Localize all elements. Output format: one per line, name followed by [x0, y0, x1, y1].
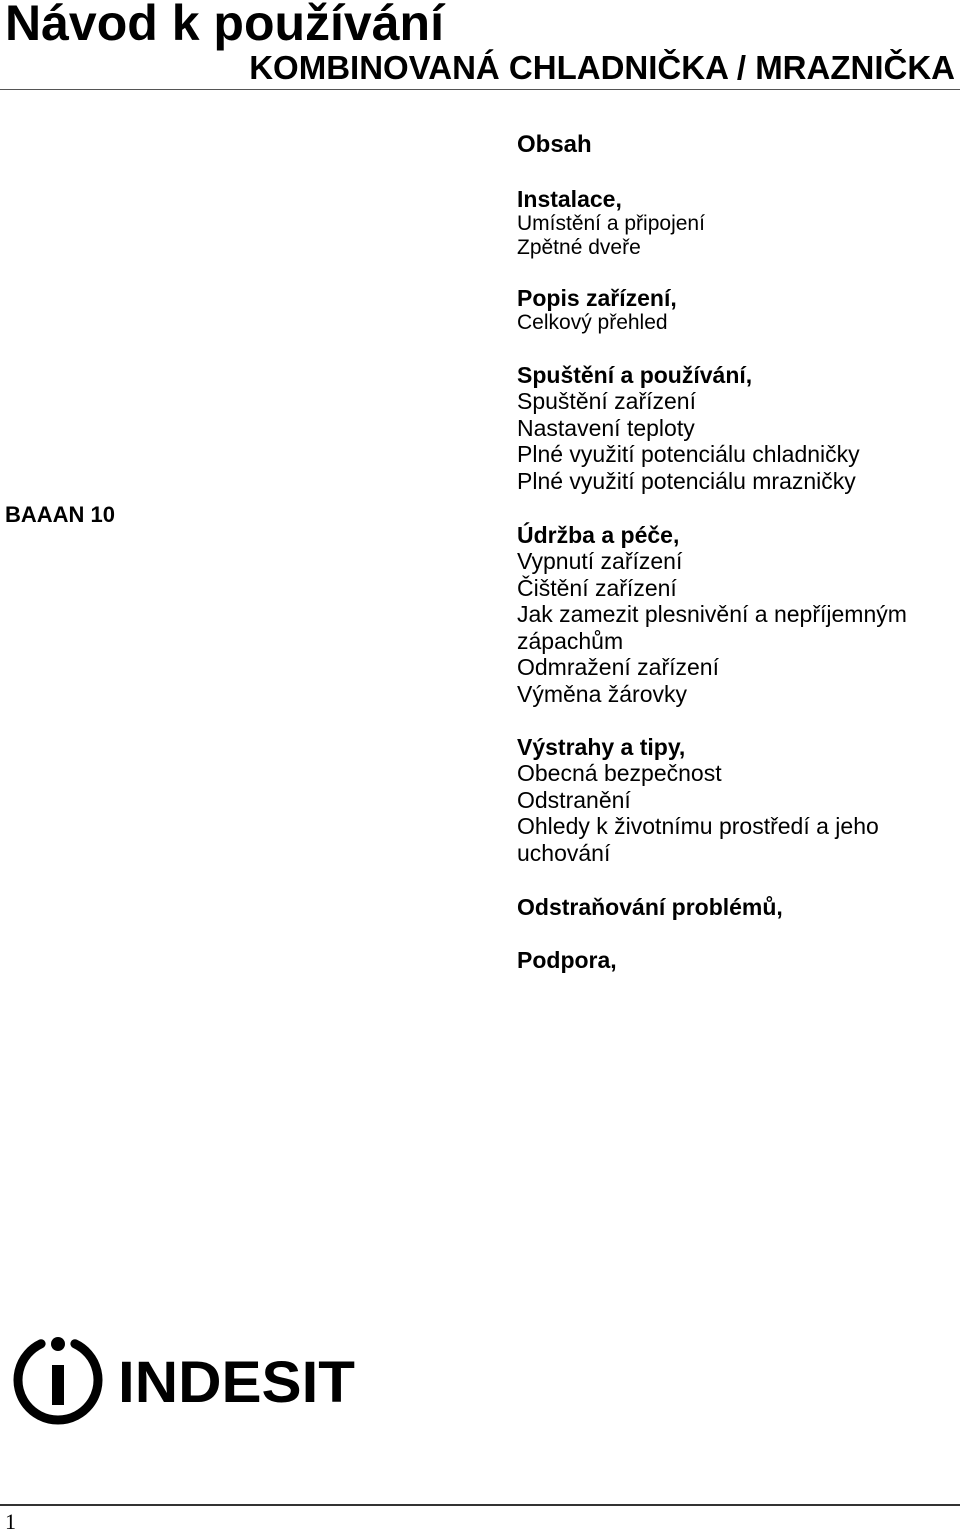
toc-item: Umístění a připojení: [517, 212, 705, 235]
toc-section-maintenance: [517, 522, 947, 707]
toc-section-title: Popis zařízení,: [517, 285, 677, 311]
toc-section-support: [517, 947, 947, 973]
toc-item: Jak zamezit plesnivění a nepříjemným zápachům: [517, 601, 907, 654]
model-code: BAAAN 10: [5, 502, 116, 527]
toc-item: Plné využití potenciálu mrazničky: [517, 467, 856, 494]
toc-item: Výměna žárovky: [517, 680, 688, 707]
toc-section-description: [517, 285, 947, 335]
toc-item: Obecná bezpečnost: [517, 760, 722, 786]
toc-item: Odstranění: [517, 786, 631, 813]
toc-item: Čištění zařízení: [517, 574, 677, 601]
logo-wordmark: INDESIT: [118, 1350, 355, 1415]
footer-divider: [0, 1504, 960, 1506]
toc-section-start-and-use: [517, 362, 947, 494]
toc-section-title: Výstrahy a tipy,: [517, 734, 686, 760]
document-subtitle: KOMBINOVANÁ CHLADNIČKA / MRAZNIČKA: [249, 49, 955, 86]
logo-dot: [51, 1337, 65, 1351]
toc-item: Odmražení zařízení: [517, 654, 719, 680]
page-number: 1: [5, 1509, 16, 1534]
toc-item: Nastavení teploty: [517, 414, 695, 441]
toc-section-warnings: [517, 734, 947, 866]
toc-item: Zpětné dveře: [517, 236, 641, 259]
toc-section-troubleshooting: [517, 894, 947, 920]
toc-item: Vypnutí zařízení: [517, 548, 683, 574]
indesit-logo: [0, 1320, 370, 1440]
toc-section-title: Údržba a péče,: [517, 522, 680, 548]
document-title: Návod k používání: [5, 0, 444, 51]
toc-section-title: Spuštění a používání,: [517, 362, 753, 388]
logo-bar: [52, 1365, 64, 1405]
toc-item: Spuštění zařízení: [517, 388, 696, 414]
toc-item: Celkový přehled: [517, 311, 668, 334]
toc-section-title: Instalace,: [517, 186, 622, 212]
toc-heading: Obsah: [517, 131, 592, 158]
toc-section-title: Podpora,: [517, 947, 617, 973]
toc-item: Ohledy k životnímu prostředí a jeho uchování: [517, 813, 879, 866]
toc-item: Plné využití potenciálu chladničky: [517, 441, 860, 467]
toc-section-title: Odstraňování problémů,: [517, 894, 783, 920]
toc-section-installation: [517, 186, 947, 260]
header-divider: [0, 89, 960, 90]
